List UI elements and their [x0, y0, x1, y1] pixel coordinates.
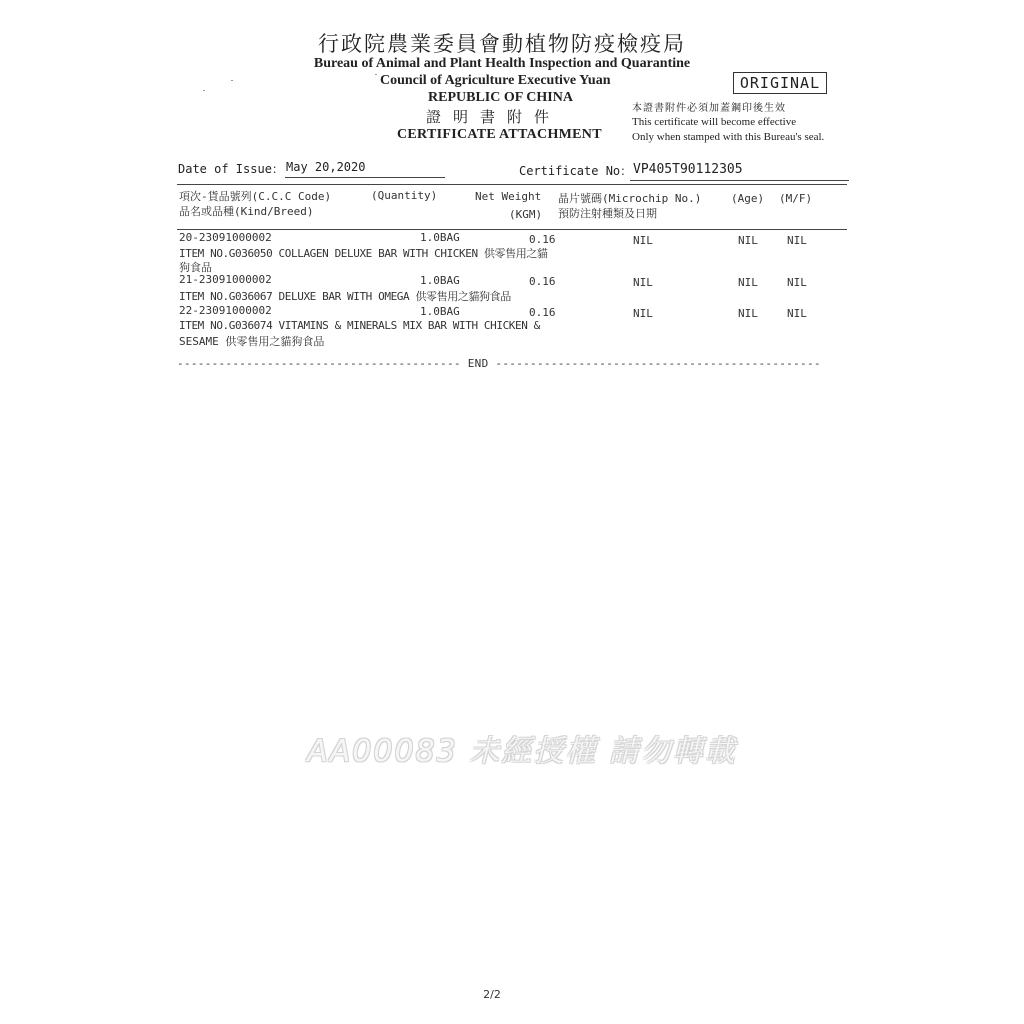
item-quantity: 1.0BAG — [420, 231, 460, 244]
date-of-issue-label: Date of Issue： — [178, 162, 284, 176]
item-weight: 0.16 — [529, 306, 556, 319]
item-age: NIL — [738, 307, 758, 320]
agency-name-en: Bureau of Animal and Plant Health Inspection and Quarantine — [313, 56, 691, 71]
item-sex: NIL — [787, 307, 807, 320]
item-quantity: 1.0BAG — [420, 274, 460, 287]
item-description-cont: 狗食品 — [179, 261, 212, 274]
country-name: REPUBLIC OF CHINA — [428, 90, 573, 105]
table-top-rule — [177, 184, 847, 185]
end-marker-line: ----------------------------------------- END ----------------------------------------------- — [177, 357, 821, 370]
column-header-kind-breed: 品名或品種(Kind/Breed) — [179, 205, 314, 218]
scan-speck — [231, 80, 233, 81]
item-microchip: NIL — [633, 307, 653, 320]
item-sex: NIL — [787, 276, 807, 289]
certificate-number-label: Certificate No： — [519, 164, 633, 178]
column-header-net-weight: Net Weight — [475, 190, 542, 203]
scan-speck — [203, 90, 205, 91]
scan-speck — [375, 74, 377, 75]
column-header-quantity: (Quantity) — [371, 189, 438, 202]
item-description-cont: SESAME 供零售用之貓狗食品 — [179, 335, 325, 348]
date-of-issue-value: May 20,2020 — [286, 160, 366, 174]
item-code: 21-23091000002 — [179, 273, 272, 286]
doc-title-en: CERTIFICATE ATTACHMENT — [397, 127, 602, 142]
item-quantity: 1.0BAG — [420, 305, 460, 318]
item-description: ITEM NO.G036050 COLLAGEN DELUXE BAR WITH CHICKEN 供零售用之貓 — [179, 247, 548, 260]
item-description: ITEM NO.G036074 VITAMINS & MINERALS MIX BAR WITH CHICKEN & — [179, 319, 540, 332]
column-header-sex: (M/F) — [779, 192, 813, 205]
original-stamp-box: ORIGINAL — [733, 72, 827, 94]
item-microchip: NIL — [633, 234, 653, 247]
item-age: NIL — [738, 234, 758, 247]
item-code: 20-23091000002 — [179, 231, 272, 244]
column-header-item-code: 項次-貨品號列(C.C.C Code) — [179, 190, 332, 203]
validity-note-en-1: This certificate will become effective — [632, 116, 797, 128]
item-age: NIL — [738, 276, 758, 289]
table-header-rule — [177, 229, 847, 230]
doc-title-zh: 證明書附件 — [426, 110, 562, 126]
column-header-vaccination: 預防注射種類及日期 — [558, 207, 657, 220]
council-name: Council of Agriculture Executive Yuan — [380, 73, 611, 88]
item-description: ITEM NO.G036067 DELUXE BAR WITH OMEGA 供零售用之貓狗食品 — [179, 290, 511, 303]
validity-note-en-2: Only when stamped with this Bureau's seal. — [632, 131, 825, 143]
date-underline — [285, 177, 445, 178]
certificate-number-value: VP405T90112305 — [633, 162, 743, 177]
page-number: 2/2 — [483, 988, 501, 1001]
watermark: AA00083 未經授權 請勿轉載 — [307, 734, 737, 769]
column-header-age: (Age) — [731, 192, 765, 205]
item-code: 22-23091000002 — [179, 304, 272, 317]
column-header-weight-unit: (KGM) — [509, 208, 543, 221]
item-weight: 0.16 — [529, 275, 556, 288]
validity-note-zh: 本證書附件必須加蓋鋼印後生效 — [632, 103, 786, 114]
item-sex: NIL — [787, 234, 807, 247]
item-microchip: NIL — [633, 276, 653, 289]
item-weight: 0.16 — [529, 233, 556, 246]
certificate-underline — [630, 180, 849, 181]
agency-name-zh: 行政院農業委員會動植物防疫檢疫局 — [318, 32, 686, 56]
column-header-microchip: 晶片號碼(Microchip No.) — [558, 192, 702, 205]
